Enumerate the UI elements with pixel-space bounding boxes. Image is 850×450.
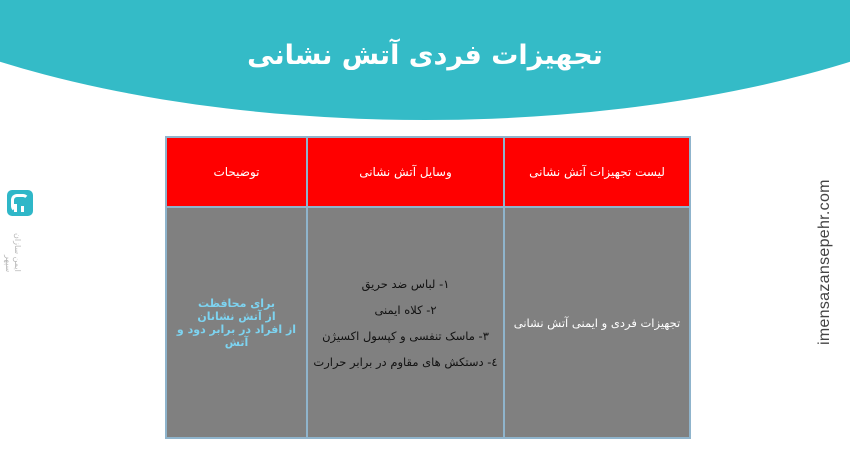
column-header-list: لیست تجهیزات آتش نشانی	[504, 137, 690, 207]
table-row	[166, 207, 690, 438]
equipment-table	[165, 136, 689, 439]
tools-list-item: ٤- دستکش های مقاوم در برابر حرارت	[313, 354, 498, 369]
website-watermark: imensazansepehr.com	[816, 179, 833, 346]
cell-equipment-list: تجهیزات فردی و ایمنی آتش نشانی	[504, 207, 690, 438]
column-header-description: توضیحات	[166, 137, 307, 207]
description-line: از افراد در برابر دود و آتش	[176, 322, 297, 349]
tools-list-item: ۲- کلاه ایمنی	[374, 302, 437, 317]
description-line: برای محافظت	[197, 296, 276, 310]
page-title: تجهیزات فردی آتش نشانی	[247, 40, 603, 71]
table-header-row	[166, 137, 690, 207]
cell-description	[166, 207, 307, 438]
column-header-tools: وسایل آتش نشانی	[307, 137, 504, 207]
brand-logo-text: ایمن سازان سپهر	[4, 233, 22, 272]
tools-list-item: ۳- ماسک تنفسی و کپسول اکسیژن	[322, 328, 489, 343]
description-line: از آتش نشانان	[197, 309, 276, 323]
cell-tools	[307, 207, 504, 438]
logo-bar	[14, 204, 17, 212]
logo-bar	[21, 206, 24, 212]
brand-logo-icon	[7, 190, 33, 216]
tools-list-item: ۱- لباس ضد حریق	[361, 276, 450, 291]
